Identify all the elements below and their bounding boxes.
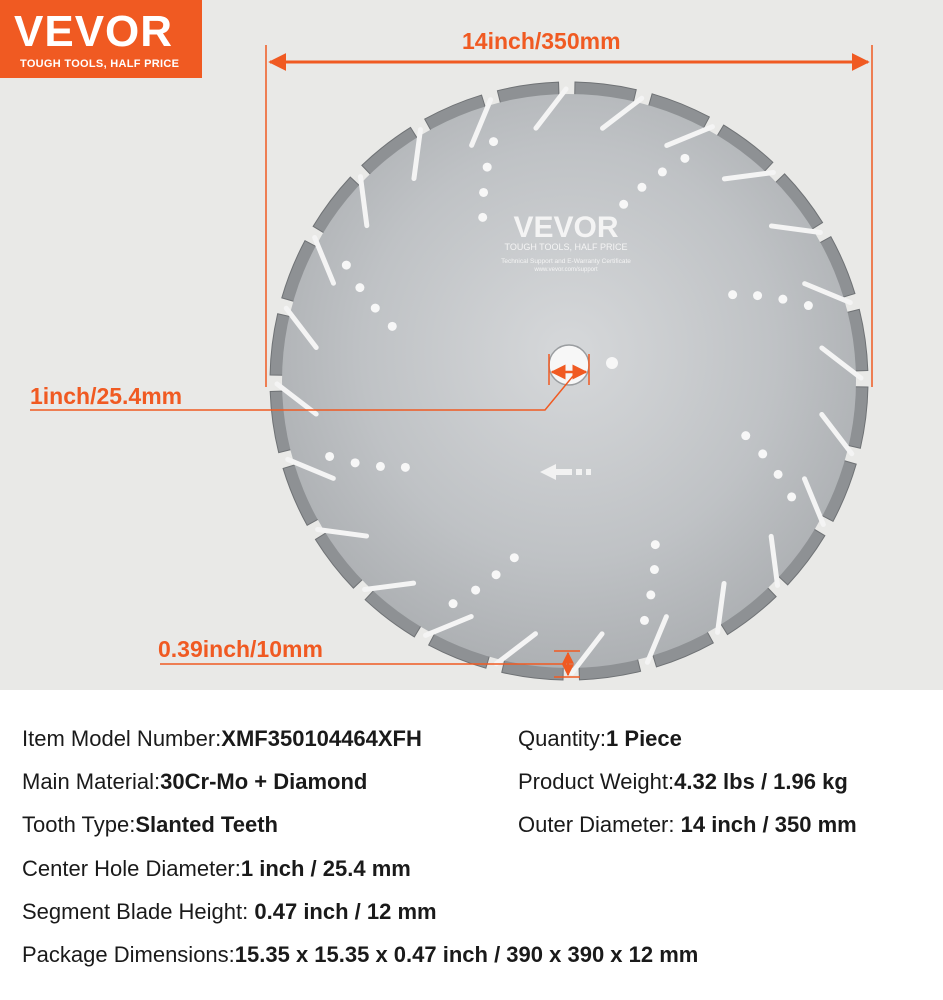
spec-hole	[22, 851, 411, 887]
cooling-hole	[471, 586, 480, 595]
spec-weight-label: Product Weight:	[518, 769, 675, 794]
cooling-hole	[355, 283, 364, 292]
cooling-hole	[758, 449, 767, 458]
blade-brand: VEVOR	[513, 211, 619, 244]
cooling-hole	[778, 295, 787, 304]
cooling-hole	[479, 188, 488, 197]
spec-model	[22, 721, 422, 757]
cooling-hole	[787, 492, 796, 501]
cooling-hole	[492, 570, 501, 579]
cooling-hole	[371, 304, 380, 313]
cooling-hole	[640, 616, 649, 625]
cooling-hole	[401, 463, 410, 472]
blade-print-line1: Technical Support and E-Warranty Certificate	[501, 258, 631, 265]
vevor-logo	[0, 0, 202, 78]
logo-brand: VEVOR	[14, 7, 174, 56]
segment-height-label: 0.39inch/10mm	[158, 636, 323, 662]
spec-segment-label: Segment Blade Height:	[22, 899, 249, 924]
blade-tagline: TOUGH TOOLS, HALF PRICE	[504, 242, 628, 252]
cooling-hole	[351, 458, 360, 467]
spec-quantity-label: Quantity:	[518, 726, 607, 751]
cooling-hole	[489, 137, 498, 146]
spec-hole-label: Center Hole Diameter:	[22, 856, 241, 881]
spec-material	[22, 764, 367, 800]
spec-hole-value: 1 inch / 25.4 mm	[240, 856, 411, 881]
cooling-hole	[651, 540, 660, 549]
spec-outer-label: Outer Diameter:	[518, 812, 675, 837]
spec-package	[22, 937, 698, 973]
spec-segment-value: 0.47 inch / 12 mm	[254, 899, 437, 924]
cooling-hole	[483, 163, 492, 172]
cooling-hole	[646, 590, 655, 599]
spec-quantity	[518, 721, 682, 757]
spec-package-label: Package Dimensions:	[22, 942, 235, 967]
cooling-hole	[388, 322, 397, 331]
cooling-hole	[342, 261, 351, 270]
cooling-hole	[680, 154, 689, 163]
spec-package-value: 15.35 x 15.35 x 0.47 inch / 390 x 390 x 12 mm	[234, 942, 699, 967]
spec-tooth-value: Slanted Teeth	[135, 812, 278, 837]
cooling-hole	[510, 553, 519, 562]
cooling-hole	[650, 565, 659, 574]
cooling-hole	[325, 452, 334, 461]
cooling-hole	[741, 431, 750, 440]
arbor-hole	[549, 345, 589, 385]
cooling-hole	[804, 301, 813, 310]
cooling-hole	[637, 183, 646, 192]
outer-diameter-label: 14inch/350mm	[462, 28, 621, 54]
spec-tooth	[22, 807, 278, 843]
spec-model-label: Item Model Number:	[22, 726, 222, 751]
cooling-hole	[619, 200, 628, 209]
logo-tagline: TOUGH TOOLS, HALF PRICE	[20, 58, 180, 70]
cooling-hole	[774, 470, 783, 479]
spec-material-label: Main Material:	[22, 769, 161, 794]
spec-outer-value: 14 inch / 350 mm	[680, 812, 857, 837]
cooling-hole	[449, 599, 458, 608]
spec-material-value: 30Cr-Mo + Diamond	[160, 769, 368, 794]
spec-tooth-label: Tooth Type:	[22, 812, 136, 837]
cooling-hole	[376, 462, 385, 471]
spec-outer	[518, 807, 857, 843]
cooling-hole	[728, 290, 737, 299]
pin-hole	[606, 357, 618, 369]
cooling-hole	[478, 213, 487, 222]
hole-diameter-label: 1inch/25.4mm	[30, 383, 183, 409]
cooling-hole	[658, 167, 667, 176]
cooling-hole	[753, 291, 762, 300]
spec-weight-value: 4.32 lbs / 1.96 kg	[674, 769, 848, 794]
spec-segment	[22, 894, 437, 930]
blade-print-line2: www.vevor.com/support	[534, 267, 598, 273]
spec-weight	[518, 764, 848, 800]
spec-model-value: XMF350104464XFH	[221, 726, 422, 751]
spec-quantity-value: 1 Piece	[606, 726, 682, 751]
